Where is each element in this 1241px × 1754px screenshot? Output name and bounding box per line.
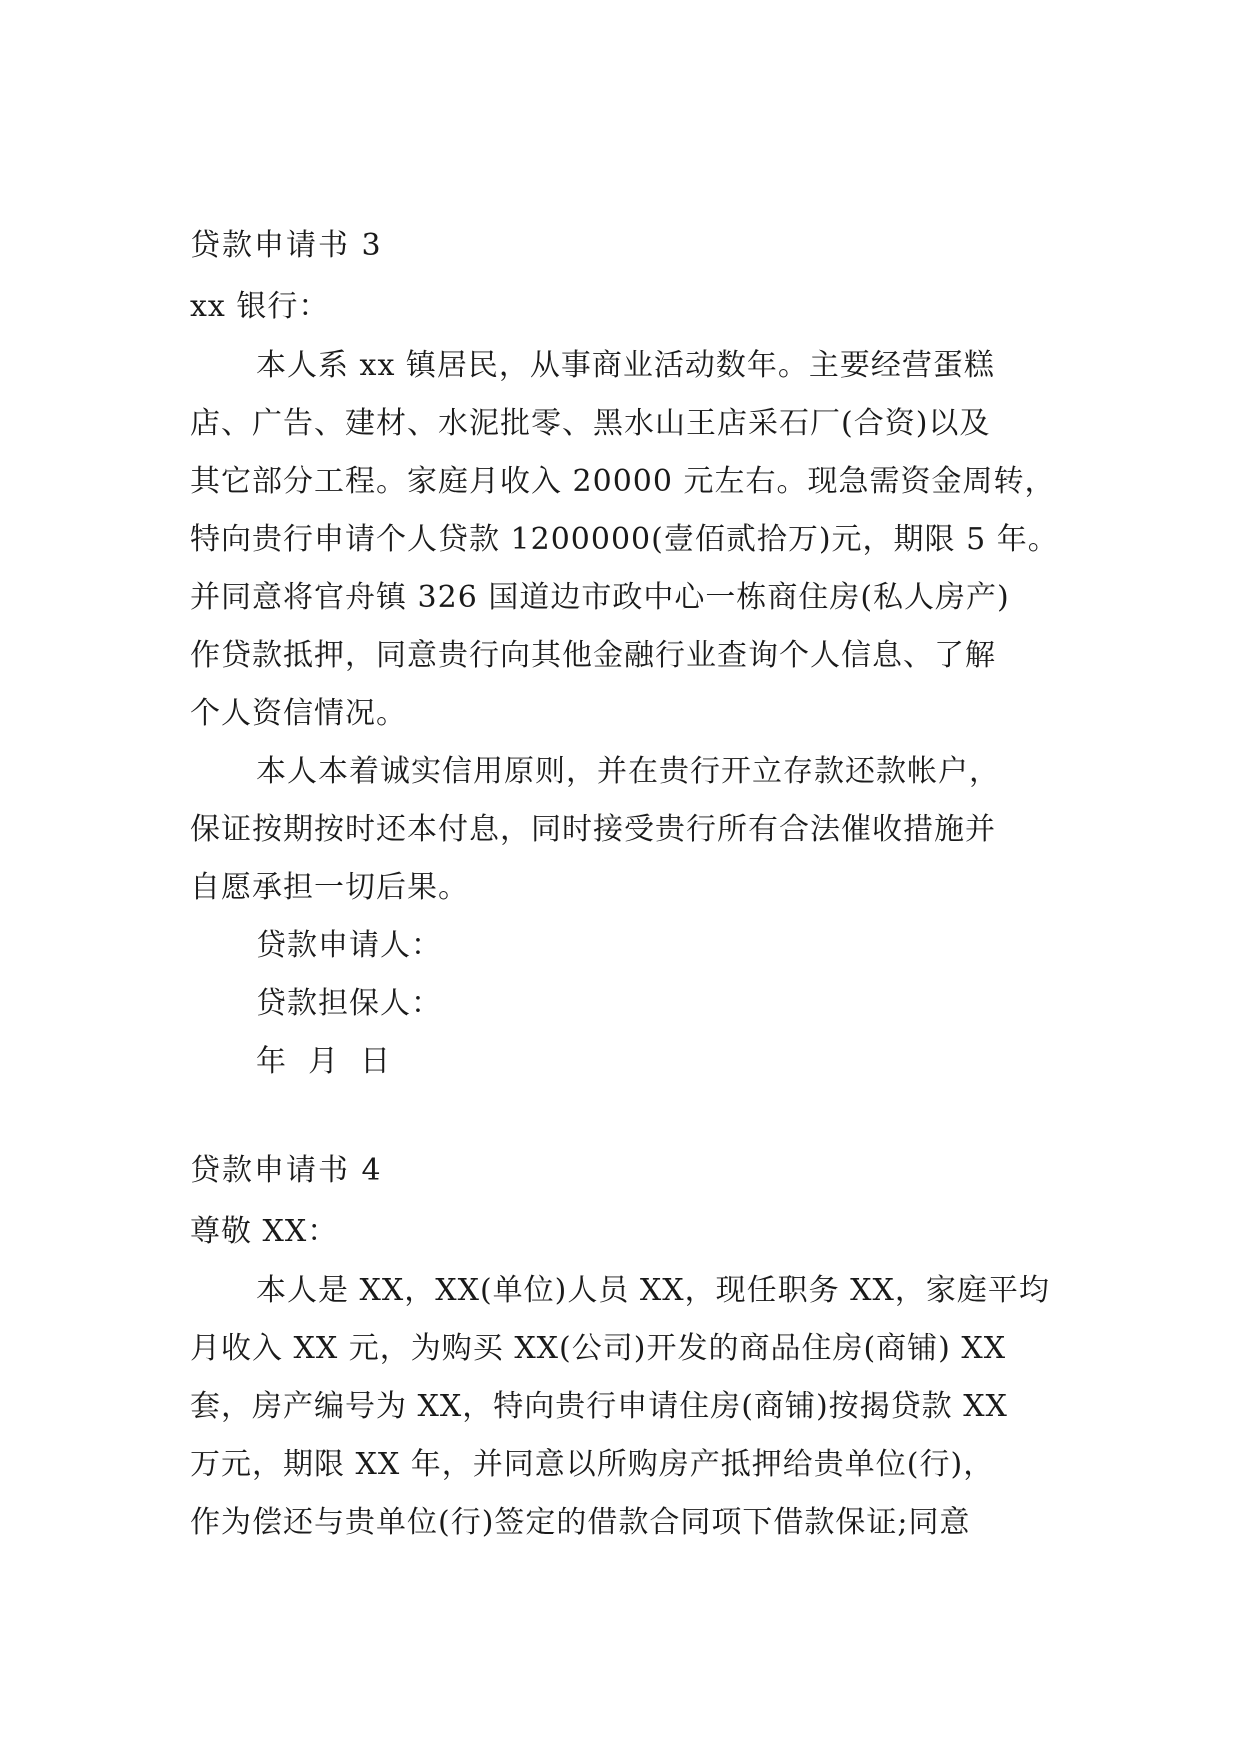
letter3-para1-line: 特向贵行申请个人贷款 1200000(壹佰贰拾万)元，期限 5 年。 — [190, 522, 1059, 557]
letter3-para1-line: 其它部分工程。家庭月收入 20000 元左右。现急需资金周转， — [190, 464, 1056, 499]
letter3-para1-line: 并同意将官舟镇 326 国道边市政中心一栋商住房(私人房产) — [190, 580, 1010, 615]
letter4-title: 贷款申请书 4 — [190, 1153, 383, 1188]
letter4-para1-line: 月收入 XX 元，为购买 XX(公司)开发的商品住房(商铺) XX — [190, 1331, 1007, 1366]
letter4-para1-line: 作为偿还与贵单位(行)签定的借款合同项下借款保证;同意 — [190, 1505, 971, 1540]
letter4-para1-line: 万元，期限 XX 年，并同意以所购房产抵押给贵单位(行)， — [190, 1447, 995, 1482]
letter3-para1-line: 个人资信情况。 — [190, 696, 407, 731]
letter3-date: 年 月 日 — [256, 1044, 392, 1079]
letter3-guarantor: 贷款担保人： — [256, 986, 442, 1021]
letter4-para1-line: 本人是 XX，XX(单位)人员 XX，现任职务 XX，家庭平均 — [256, 1273, 1050, 1308]
letter3-para2-line: 保证按期按时还本付息，同时接受贵行所有合法催收措施并 — [190, 812, 996, 847]
letter3-applicant: 贷款申请人： — [256, 928, 442, 963]
letter3-para1-line: 本人系 xx 镇居民，从事商业活动数年。主要经营蛋糕 — [256, 348, 995, 383]
letter3-para1-line: 作贷款抵押，同意贵行向其他金融行业查询个人信息、了解 — [190, 638, 996, 673]
letter4-salutation: 尊敬 XX： — [190, 1214, 339, 1249]
letter4-para1-line: 套，房产编号为 XX，特向贵行申请住房(商铺)按揭贷款 XX — [190, 1389, 1008, 1424]
letter3-title: 贷款申请书 3 — [190, 228, 383, 263]
letter3-salutation: xx 银行： — [190, 289, 330, 324]
letter3-para1-line: 店、广告、建材、水泥批零、黑水山王店采石厂(合资)以及 — [190, 406, 991, 441]
letter3-para2-line: 自愿承担一切后果。 — [190, 870, 469, 905]
letter3-para2-line: 本人本着诚实信用原则，并在贵行开立存款还款帐户， — [256, 754, 1000, 789]
